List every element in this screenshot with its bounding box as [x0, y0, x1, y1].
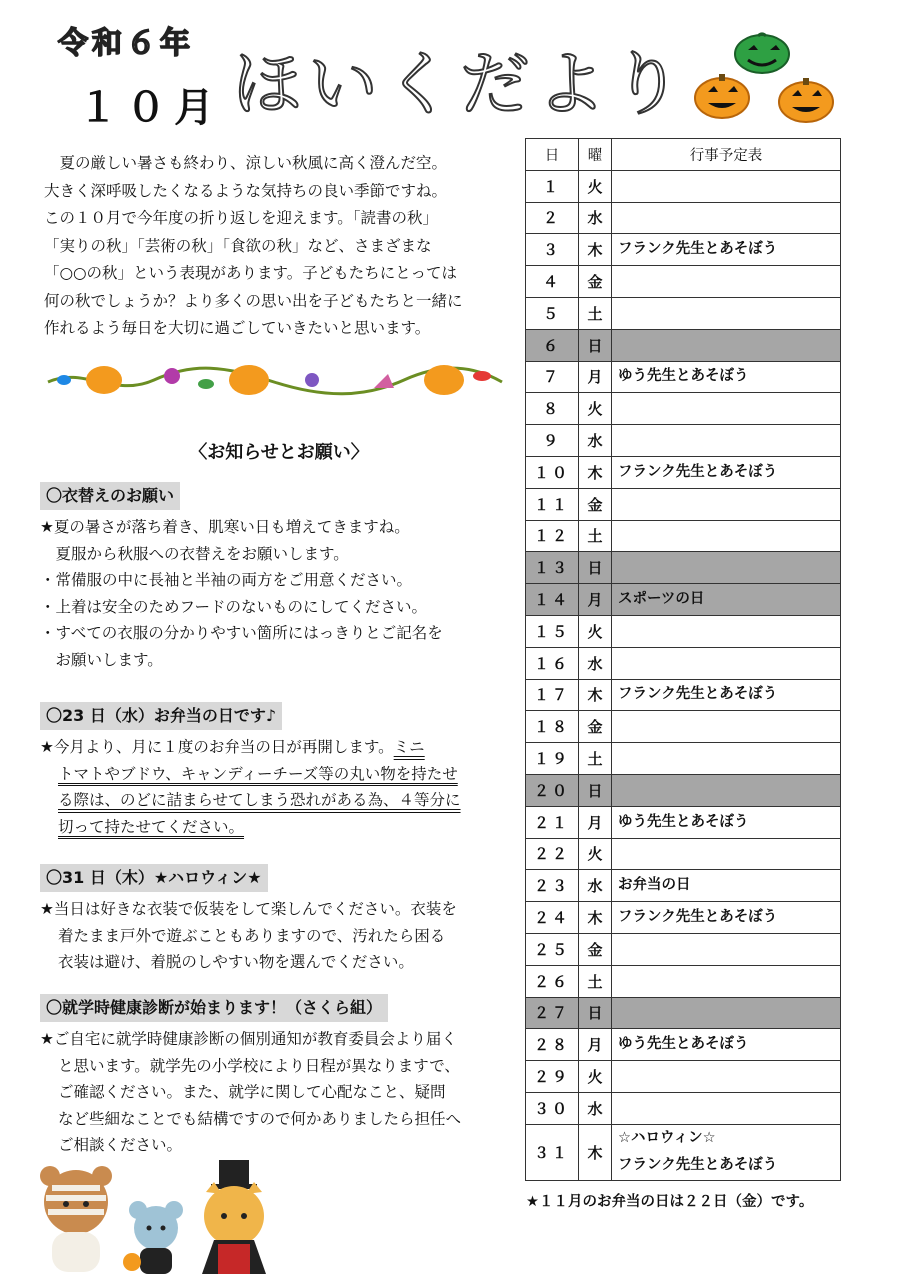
weekday-cell: 日 [579, 552, 612, 584]
section-heading: 〇31 日（木）★ハロウィン★ [40, 864, 268, 892]
event-cell: ゆう先生とあそぼう [612, 1029, 841, 1061]
event-cell: お弁当の日 [612, 870, 841, 902]
day-cell: ２ [526, 202, 579, 234]
weekday-cell: 火 [579, 838, 612, 870]
event-cell [612, 520, 841, 552]
event-cell [612, 743, 841, 775]
table-row [526, 933, 841, 965]
event-cell [612, 1124, 841, 1180]
table-row [526, 647, 841, 679]
table-row [526, 1092, 841, 1124]
underlined-warning: 切って持たせてください。 [58, 817, 245, 836]
table-row [526, 743, 841, 775]
day-cell: ２４ [526, 902, 579, 934]
event-cell [612, 329, 841, 361]
weekday-cell: 水 [579, 1092, 612, 1124]
day-cell: １５ [526, 615, 579, 647]
event-line: ☆ハロウィン☆ [618, 1130, 716, 1147]
section-clothing [40, 482, 520, 673]
event-cell [612, 488, 841, 520]
section-health-checkup [40, 994, 520, 1159]
intro-line: 「実りの秋」「芸術の秋」「食欲の秋」など、さまざまな [44, 236, 432, 255]
event-cell: ゆう先生とあそぼう [612, 361, 841, 393]
table-row [526, 361, 841, 393]
day-cell: ８ [526, 393, 579, 425]
event-cell [612, 1061, 841, 1093]
event-line: フランク先生とあそぼう [618, 1157, 778, 1174]
section-line [40, 734, 520, 761]
notices-heading: 〈お知らせとお願い〉 [189, 442, 369, 463]
weekday-cell: 金 [579, 933, 612, 965]
table-row [526, 806, 841, 838]
section-line: ・常備服の中に長袖と半袖の両方をご用意ください。 [40, 571, 413, 589]
event-cell [612, 297, 841, 329]
day-cell: ４ [526, 266, 579, 298]
intro-line: 何の秋でしょうか？より多くの思い出を子どもたちと一緒に [44, 291, 463, 310]
section-line: 衣装は避け、着脱のしやすい物を選んでください。 [58, 953, 414, 971]
table-row-holiday [526, 997, 841, 1029]
table-row [526, 488, 841, 520]
weekday-cell: 土 [579, 965, 612, 997]
era-label: 令和６年 [58, 26, 194, 61]
weekday-cell: 火 [579, 393, 612, 425]
event-schedule-table [525, 138, 841, 1181]
event-cell [612, 647, 841, 679]
day-cell: ２０ [526, 774, 579, 806]
weekday-cell: 日 [579, 774, 612, 806]
day-cell: ６ [526, 329, 579, 361]
day-cell: ５ [526, 297, 579, 329]
underlined-warning: トマトやブドウ、キャンディーチーズ等の丸い物を持たせ [58, 764, 458, 783]
day-cell: １０ [526, 456, 579, 488]
day-cell: ２３ [526, 870, 579, 902]
event-cell [612, 170, 841, 202]
weekday-cell: 火 [579, 1061, 612, 1093]
header-weekday: 曜 [579, 139, 612, 171]
weekday-cell: 土 [579, 297, 612, 329]
day-cell: ３ [526, 234, 579, 266]
event-cell: フランク先生とあそぼう [612, 902, 841, 934]
day-cell: ２８ [526, 1029, 579, 1061]
day-cell: ２７ [526, 997, 579, 1029]
event-cell [612, 711, 841, 743]
weekday-cell: 水 [579, 425, 612, 457]
section-heading: 〇23 日（水）お弁当の日です♪ [40, 702, 282, 730]
pumpkin-trio-icon [690, 32, 840, 124]
day-cell: ２１ [526, 806, 579, 838]
weekday-cell: 月 [579, 361, 612, 393]
table-row [526, 615, 841, 647]
event-cell [612, 1092, 841, 1124]
table-row [526, 1124, 841, 1180]
section-line: ★当日は好きな衣装で仮装をして楽しんでください。衣装を [40, 900, 457, 918]
table-row [526, 965, 841, 997]
weekday-cell: 木 [579, 902, 612, 934]
weekday-cell: 木 [579, 234, 612, 266]
section-line: 着たまま戸外で遊ぶこともありますので、汚れたら困る [58, 926, 446, 945]
event-cell: フランク先生とあそぼう [612, 456, 841, 488]
event-cell [612, 202, 841, 234]
day-cell: ３１ [526, 1124, 579, 1180]
halloween-garland-icon [44, 358, 506, 402]
day-cell: １２ [526, 520, 579, 552]
section-heading: 〇就学時健康診断が始まります！（さくら組） [40, 994, 388, 1022]
event-cell [612, 552, 841, 584]
day-cell: １４ [526, 584, 579, 616]
section-line: と思います。就学先の小学校により日程が異なりますで、 [58, 1056, 460, 1075]
section-line: ★夏の暑さが落ち着き、肌寒い日も増えてきますね。 [40, 518, 410, 536]
day-cell: １３ [526, 552, 579, 584]
table-row-holiday [526, 552, 841, 584]
weekday-cell: 金 [579, 266, 612, 298]
underlined-warning: る際は、のどに詰まらせてしまう恐れがある為、４等分に [58, 791, 461, 809]
intro-line: 大きく深呼吸したくなるような気持ちの良い季節ですね。 [44, 181, 448, 200]
intro-paragraph [44, 150, 514, 343]
event-cell [612, 425, 841, 457]
intro-line: 夏の厳しい暑さも終わり、涼しい秋風に高く澄んだ空。 [44, 154, 448, 172]
intro-line: 「○○の秋」という表現があります。子どもたちにとっては [44, 264, 458, 282]
day-cell: １７ [526, 679, 579, 711]
section-line: ご確認ください。また、就学に関して心配なこと、疑問 [58, 1083, 446, 1101]
weekday-cell: 水 [579, 202, 612, 234]
section-halloween [40, 864, 520, 976]
event-cell: ゆう先生とあそぼう [612, 806, 841, 838]
table-row [526, 234, 841, 266]
table-row [526, 711, 841, 743]
weekday-cell: 木 [579, 456, 612, 488]
weekday-cell: 水 [579, 870, 612, 902]
day-cell: １９ [526, 743, 579, 775]
day-cell: ７ [526, 361, 579, 393]
table-row [526, 202, 841, 234]
event-cell [612, 965, 841, 997]
table-row [526, 520, 841, 552]
weekday-cell: 月 [579, 1029, 612, 1061]
section-line [40, 787, 520, 814]
month-label: １０月 [78, 85, 222, 131]
day-cell: ９ [526, 425, 579, 457]
event-cell [612, 615, 841, 647]
intro-line: 作れるよう毎日を大切に過ごしていきたいと思います。 [44, 319, 431, 337]
event-cell [612, 774, 841, 806]
day-cell: ２５ [526, 933, 579, 965]
event-cell: スポーツの日 [612, 584, 841, 616]
table-row [526, 679, 841, 711]
table-row [526, 456, 841, 488]
event-cell: フランク先生とあそぼう [612, 679, 841, 711]
table-row [526, 297, 841, 329]
table-row [526, 870, 841, 902]
table-header-row [526, 139, 841, 171]
weekday-cell: 火 [579, 615, 612, 647]
table-row [526, 425, 841, 457]
day-cell: ２６ [526, 965, 579, 997]
table-row [526, 1061, 841, 1093]
section-line [40, 761, 520, 788]
header-event: 行事予定表 [612, 139, 841, 171]
newsletter-title: ほいくだより [232, 43, 688, 125]
section-line: お願いします。 [40, 650, 163, 669]
section-line: ご相談ください。 [58, 1136, 183, 1154]
section-line: ★ご自宅に就学時健康診断の個別通知が教育委員会より届く [40, 1030, 457, 1048]
section-heading: 〇衣替えのお願い [40, 482, 180, 510]
section-lunch-day [40, 702, 520, 840]
table-row-holiday [526, 329, 841, 361]
section-line: ・すべての衣服の分かりやすい箇所にはっきりとご記名を [40, 624, 443, 642]
event-cell: フランク先生とあそぼう [612, 234, 841, 266]
event-cell [612, 838, 841, 870]
section-line [40, 814, 520, 841]
section-lead-text: ★今月より、月に１度のお弁当の日が再開します。 [40, 738, 394, 756]
costumed-animals-icon [36, 1158, 286, 1276]
header-day: 日 [526, 139, 579, 171]
event-cell [612, 933, 841, 965]
weekday-cell: 木 [579, 679, 612, 711]
table-row [526, 902, 841, 934]
section-line: など些細なことでも結構ですので何かありましたら担任へ [58, 1109, 462, 1128]
weekday-cell: 金 [579, 711, 612, 743]
underlined-warning: ミニ [393, 738, 425, 756]
weekday-cell: 火 [579, 170, 612, 202]
day-cell: ２９ [526, 1061, 579, 1093]
event-cell [612, 997, 841, 1029]
table-row [526, 170, 841, 202]
weekday-cell: 金 [579, 488, 612, 520]
day-cell: ２２ [526, 838, 579, 870]
weekday-cell: 土 [579, 743, 612, 775]
weekday-cell: 月 [579, 806, 612, 838]
event-cell [612, 393, 841, 425]
day-cell: １ [526, 170, 579, 202]
section-line: ・上着は安全のためフードのないものにしてください。 [40, 597, 428, 616]
table-row [526, 838, 841, 870]
day-cell: ３０ [526, 1092, 579, 1124]
event-cell [612, 266, 841, 298]
weekday-cell: 日 [579, 329, 612, 361]
table-row [526, 266, 841, 298]
weekday-cell: 土 [579, 520, 612, 552]
day-cell: １１ [526, 488, 579, 520]
intro-line: この１０月で今年度の折り返しを迎えます。「読書の秋」 [44, 209, 439, 227]
table-row [526, 393, 841, 425]
section-line: 夏服から秋服への衣替えをお願いします。 [40, 544, 349, 563]
day-cell: １８ [526, 711, 579, 743]
table-row [526, 1029, 841, 1061]
table-row-holiday [526, 774, 841, 806]
lunch-day-footnote: ★１１月のお弁当の日は２２日（金）です。 [526, 1194, 814, 1210]
weekday-cell: 水 [579, 647, 612, 679]
table-row-holiday [526, 584, 841, 616]
weekday-cell: 木 [579, 1124, 612, 1180]
weekday-cell: 月 [579, 584, 612, 616]
weekday-cell: 日 [579, 997, 612, 1029]
day-cell: １６ [526, 647, 579, 679]
